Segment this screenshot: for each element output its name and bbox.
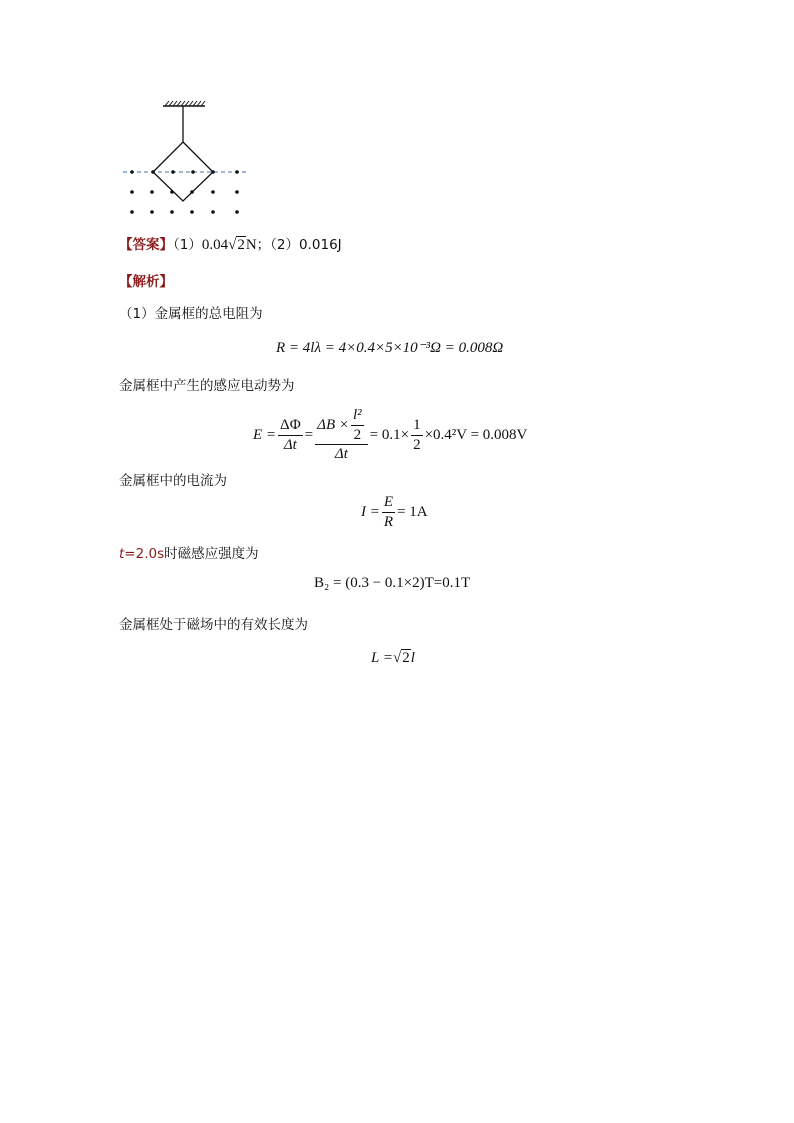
step4-var: t [119,546,125,562]
step3-text: 金属框中的电流为 [119,473,227,489]
current-den: R [383,513,394,530]
emf-frac2-inner-den: 2 [353,426,362,443]
emf-frac2-inner [351,407,364,443]
length-var: l [410,650,415,666]
step1-text: （1）金属框的总电阻为 [119,306,263,322]
step4-text: 时磁感应强度为 [164,546,259,562]
emf-frac2-num [315,407,368,445]
magnetic-field-dots [130,170,239,214]
step2-text: 金属框中产生的感应电动势为 [119,378,295,394]
length-sqrt-symbol: √ [392,650,402,666]
equation-current [361,492,428,532]
emf-rhs-a: = 0.1× [369,426,410,443]
sqrt-symbol: √ [228,237,237,253]
answer-part1-unit: N [245,237,257,253]
emf-frac1-den: Δt [283,436,297,453]
emf-frac1-num: ΔΦ [278,417,303,436]
emf-frac2-inner-num: l² [351,407,364,426]
current-rhs: = 1A [397,503,428,520]
analysis-label: 【解析】 [119,274,173,290]
length-lhs: L = [371,650,393,666]
emf-frac2-den: Δt [334,446,348,463]
emf-half [411,417,423,453]
answer-label: 【答案】 [119,237,173,253]
step5-text: 金属框处于磁场中的有效长度为 [119,617,308,633]
equation-resistance: R = 4lλ = 4×0.4×5×10⁻³Ω = 0.008Ω [276,340,504,356]
answer-line [119,233,342,254]
equation-emf [253,400,527,470]
emf-frac2-num-a: ΔB × [317,417,349,433]
answer-part1-prefix: （1） [173,237,202,253]
emf-half-den: 2 [413,436,421,453]
answer-part2-prefix: （2） [270,237,300,253]
emf-rhs-b: ×0.4²V = 0.008V [424,426,528,443]
answer-part1-root: 2 [237,237,245,253]
equation-field: B₂ = (0.3 − 0.1×2)T=0.1T [314,575,471,591]
step4-time: =2.0s [124,546,165,562]
hanging-frame-diagram [115,98,255,220]
emf-half-num: 1 [411,417,423,436]
answer-part2-value: 0.016J [299,237,342,253]
current-lhs: I = [361,503,380,520]
emf-frac2 [315,407,368,463]
emf-lhs: E = [253,426,277,443]
emf-eq: = [304,426,314,443]
current-frac [382,494,395,530]
equation-length [371,650,415,667]
answer-part1-value: 0.04 [201,237,229,253]
length-root: 2 [402,650,410,666]
current-num: E [382,494,395,513]
step4-line [119,542,259,562]
answer-separator: ； [256,237,271,253]
emf-frac1 [278,417,303,453]
